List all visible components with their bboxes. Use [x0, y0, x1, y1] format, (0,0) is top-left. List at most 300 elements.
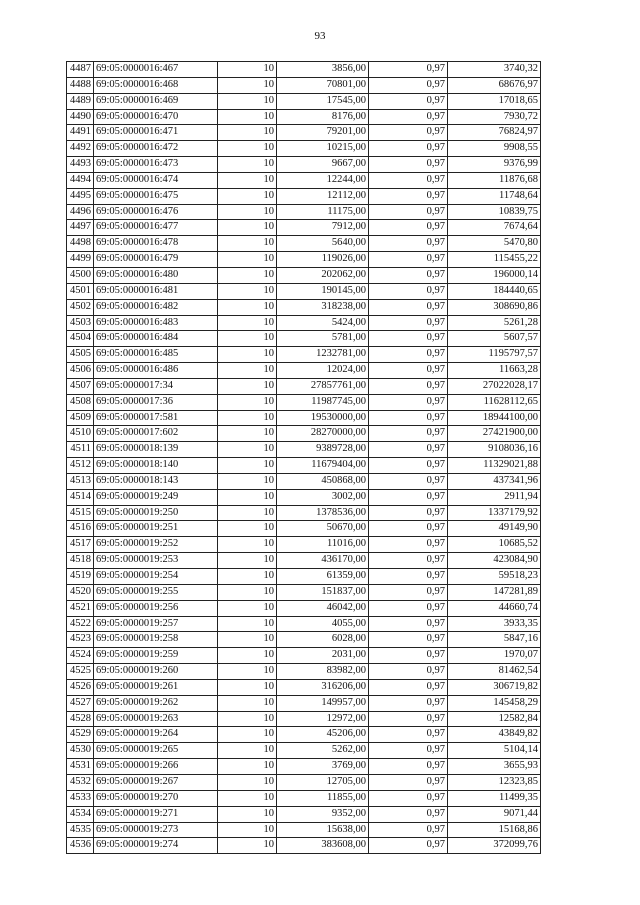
table-row: [67, 125, 541, 141]
area-cell: 151837,00: [277, 584, 369, 600]
area-cell: 10215,00: [277, 141, 369, 157]
category-code-cell: 10: [218, 711, 277, 727]
table-row: [67, 378, 541, 394]
cadastral-number-cell: 69:05:0000016:483: [94, 315, 218, 331]
category-code-cell: 10: [218, 331, 277, 347]
table-row: [67, 838, 541, 854]
cadastral-number-cell: 69:05:0000016:476: [94, 204, 218, 220]
value-cell: 115455,22: [448, 252, 541, 268]
category-code-cell: 10: [218, 806, 277, 822]
area-cell: 12244,00: [277, 172, 369, 188]
table-row: [67, 109, 541, 125]
row-number-cell: 4493: [67, 157, 94, 173]
table-row: [67, 458, 541, 474]
value-cell: 17018,65: [448, 93, 541, 109]
coefficient-cell: 0,97: [369, 125, 448, 141]
value-cell: 43849,82: [448, 727, 541, 743]
table-row: [67, 632, 541, 648]
cadastral-number-cell: 69:05:0000019:265: [94, 743, 218, 759]
table-row: [67, 711, 541, 727]
row-number-cell: 4488: [67, 77, 94, 93]
row-number-cell: 4528: [67, 711, 94, 727]
row-number-cell: 4531: [67, 759, 94, 775]
area-cell: 61359,00: [277, 569, 369, 585]
coefficient-cell: 0,97: [369, 62, 448, 78]
row-number-cell: 4492: [67, 141, 94, 157]
row-number-cell: 4526: [67, 679, 94, 695]
table-row: [67, 648, 541, 664]
area-cell: 17545,00: [277, 93, 369, 109]
cadastral-number-cell: 69:05:0000017:602: [94, 426, 218, 442]
value-cell: 196000,14: [448, 267, 541, 283]
value-cell: 81462,54: [448, 664, 541, 680]
cadastral-number-cell: 69:05:0000016:469: [94, 93, 218, 109]
value-cell: 423084,90: [448, 553, 541, 569]
area-cell: 27857761,00: [277, 378, 369, 394]
value-cell: 18944100,00: [448, 410, 541, 426]
cadastral-number-cell: 69:05:0000019:259: [94, 648, 218, 664]
area-cell: 3856,00: [277, 62, 369, 78]
category-code-cell: 10: [218, 822, 277, 838]
coefficient-cell: 0,97: [369, 664, 448, 680]
cadastral-number-cell: 69:05:0000019:273: [94, 822, 218, 838]
row-number-cell: 4500: [67, 267, 94, 283]
coefficient-cell: 0,97: [369, 838, 448, 854]
coefficient-cell: 0,97: [369, 363, 448, 379]
coefficient-cell: 0,97: [369, 220, 448, 236]
area-cell: 202062,00: [277, 267, 369, 283]
area-cell: 8176,00: [277, 109, 369, 125]
cadastral-number-cell: 69:05:0000019:267: [94, 774, 218, 790]
row-number-cell: 4506: [67, 363, 94, 379]
table-row: [67, 505, 541, 521]
row-number-cell: 4523: [67, 632, 94, 648]
coefficient-cell: 0,97: [369, 109, 448, 125]
area-cell: 190145,00: [277, 283, 369, 299]
coefficient-cell: 0,97: [369, 442, 448, 458]
coefficient-cell: 0,97: [369, 252, 448, 268]
coefficient-cell: 0,97: [369, 458, 448, 474]
value-cell: 308690,86: [448, 299, 541, 315]
cadastral-number-cell: 69:05:0000019:257: [94, 616, 218, 632]
row-number-cell: 4487: [67, 62, 94, 78]
cadastral-number-cell: 69:05:0000019:254: [94, 569, 218, 585]
coefficient-cell: 0,97: [369, 774, 448, 790]
table-row: [67, 616, 541, 632]
row-number-cell: 4498: [67, 236, 94, 252]
coefficient-cell: 0,97: [369, 505, 448, 521]
cadastral-number-cell: 69:05:0000016:486: [94, 363, 218, 379]
category-code-cell: 10: [218, 790, 277, 806]
coefficient-cell: 0,97: [369, 806, 448, 822]
value-cell: 9908,55: [448, 141, 541, 157]
coefficient-cell: 0,97: [369, 331, 448, 347]
area-cell: 28270000,00: [277, 426, 369, 442]
row-number-cell: 4490: [67, 109, 94, 125]
category-code-cell: 10: [218, 267, 277, 283]
cadastral-number-cell: 69:05:0000016:484: [94, 331, 218, 347]
row-number-cell: 4504: [67, 331, 94, 347]
category-code-cell: 10: [218, 759, 277, 775]
row-number-cell: 4522: [67, 616, 94, 632]
value-cell: 2911,94: [448, 489, 541, 505]
category-code-cell: 10: [218, 616, 277, 632]
table-row: [67, 267, 541, 283]
row-number-cell: 4520: [67, 584, 94, 600]
coefficient-cell: 0,97: [369, 236, 448, 252]
table-row: [67, 315, 541, 331]
cadastral-number-cell: 69:05:0000019:274: [94, 838, 218, 854]
row-number-cell: 4525: [67, 664, 94, 680]
area-cell: 12972,00: [277, 711, 369, 727]
coefficient-cell: 0,97: [369, 93, 448, 109]
cadastral-number-cell: 69:05:0000018:143: [94, 473, 218, 489]
coefficient-cell: 0,97: [369, 679, 448, 695]
category-code-cell: 10: [218, 363, 277, 379]
value-cell: 5847,16: [448, 632, 541, 648]
row-number-cell: 4519: [67, 569, 94, 585]
row-number-cell: 4489: [67, 93, 94, 109]
coefficient-cell: 0,97: [369, 711, 448, 727]
coefficient-cell: 0,97: [369, 584, 448, 600]
value-cell: 5104,14: [448, 743, 541, 759]
coefficient-cell: 0,97: [369, 521, 448, 537]
cadastral-number-cell: 69:05:0000019:271: [94, 806, 218, 822]
row-number-cell: 4495: [67, 188, 94, 204]
category-code-cell: 10: [218, 347, 277, 363]
value-cell: 68676,97: [448, 77, 541, 93]
table-row: [67, 822, 541, 838]
table-row: [67, 236, 541, 252]
category-code-cell: 10: [218, 283, 277, 299]
coefficient-cell: 0,97: [369, 77, 448, 93]
category-code-cell: 10: [218, 695, 277, 711]
cadastral-number-cell: 69:05:0000019:258: [94, 632, 218, 648]
value-cell: 10685,52: [448, 537, 541, 553]
category-code-cell: 10: [218, 505, 277, 521]
area-cell: 9352,00: [277, 806, 369, 822]
category-code-cell: 10: [218, 600, 277, 616]
value-cell: 3740,32: [448, 62, 541, 78]
area-cell: 119026,00: [277, 252, 369, 268]
row-number-cell: 4524: [67, 648, 94, 664]
category-code-cell: 10: [218, 664, 277, 680]
coefficient-cell: 0,97: [369, 473, 448, 489]
value-cell: 12582,84: [448, 711, 541, 727]
value-cell: 15168,86: [448, 822, 541, 838]
category-code-cell: 10: [218, 458, 277, 474]
coefficient-cell: 0,97: [369, 616, 448, 632]
area-cell: 5640,00: [277, 236, 369, 252]
row-number-cell: 4499: [67, 252, 94, 268]
category-code-cell: 10: [218, 236, 277, 252]
area-cell: 2031,00: [277, 648, 369, 664]
area-cell: 83982,00: [277, 664, 369, 680]
area-cell: 15638,00: [277, 822, 369, 838]
coefficient-cell: 0,97: [369, 188, 448, 204]
value-cell: 1970,07: [448, 648, 541, 664]
coefficient-cell: 0,97: [369, 410, 448, 426]
row-number-cell: 4508: [67, 394, 94, 410]
area-cell: 383608,00: [277, 838, 369, 854]
table-row: [67, 299, 541, 315]
cadastral-number-cell: 69:05:0000019:266: [94, 759, 218, 775]
table-row: [67, 410, 541, 426]
row-number-cell: 4513: [67, 473, 94, 489]
table-row: [67, 727, 541, 743]
area-cell: 11987745,00: [277, 394, 369, 410]
area-cell: 149957,00: [277, 695, 369, 711]
table-row: [67, 489, 541, 505]
value-cell: 27022028,17: [448, 378, 541, 394]
area-cell: 6028,00: [277, 632, 369, 648]
value-cell: 76824,97: [448, 125, 541, 141]
coefficient-cell: 0,97: [369, 553, 448, 569]
coefficient-cell: 0,97: [369, 283, 448, 299]
table-row: [67, 62, 541, 78]
coefficient-cell: 0,97: [369, 204, 448, 220]
coefficient-cell: 0,97: [369, 378, 448, 394]
cadastral-number-cell: 69:05:0000019:260: [94, 664, 218, 680]
table-row: [67, 679, 541, 695]
value-cell: 44660,74: [448, 600, 541, 616]
value-cell: 3933,35: [448, 616, 541, 632]
category-code-cell: 10: [218, 743, 277, 759]
category-code-cell: 10: [218, 141, 277, 157]
area-cell: 5262,00: [277, 743, 369, 759]
table-row: [67, 394, 541, 410]
category-code-cell: 10: [218, 838, 277, 854]
coefficient-cell: 0,97: [369, 315, 448, 331]
table-row: [67, 363, 541, 379]
table-row: [67, 473, 541, 489]
category-code-cell: 10: [218, 410, 277, 426]
page-number: 93: [314, 30, 326, 42]
row-number-cell: 4507: [67, 378, 94, 394]
cadastral-number-cell: 69:05:0000018:139: [94, 442, 218, 458]
area-cell: 12112,00: [277, 188, 369, 204]
coefficient-cell: 0,97: [369, 172, 448, 188]
coefficient-cell: 0,97: [369, 822, 448, 838]
value-cell: 10839,75: [448, 204, 541, 220]
row-number-cell: 4535: [67, 822, 94, 838]
cadastral-number-cell: 69:05:0000016:480: [94, 267, 218, 283]
coefficient-cell: 0,97: [369, 347, 448, 363]
area-cell: 45206,00: [277, 727, 369, 743]
value-cell: 12323,85: [448, 774, 541, 790]
cadastral-number-cell: 69:05:0000016:471: [94, 125, 218, 141]
area-cell: 7912,00: [277, 220, 369, 236]
cadastral-number-cell: 69:05:0000019:270: [94, 790, 218, 806]
value-cell: 59518,23: [448, 569, 541, 585]
cadastral-number-cell: 69:05:0000019:249: [94, 489, 218, 505]
value-cell: 9376,99: [448, 157, 541, 173]
category-code-cell: 10: [218, 521, 277, 537]
value-cell: 9071,44: [448, 806, 541, 822]
row-number-cell: 4534: [67, 806, 94, 822]
table-row: [67, 695, 541, 711]
category-code-cell: 10: [218, 584, 277, 600]
category-code-cell: 10: [218, 727, 277, 743]
coefficient-cell: 0,97: [369, 648, 448, 664]
cadastral-number-cell: 69:05:0000019:262: [94, 695, 218, 711]
value-cell: 11876,68: [448, 172, 541, 188]
category-code-cell: 10: [218, 125, 277, 141]
cadastral-number-cell: 69:05:0000018:140: [94, 458, 218, 474]
table-row: [67, 188, 541, 204]
cadastral-number-cell: 69:05:0000016:481: [94, 283, 218, 299]
row-number-cell: 4502: [67, 299, 94, 315]
coefficient-cell: 0,97: [369, 299, 448, 315]
area-cell: 11016,00: [277, 537, 369, 553]
cadastral-number-cell: 69:05:0000017:581: [94, 410, 218, 426]
table-row: [67, 204, 541, 220]
area-cell: 9389728,00: [277, 442, 369, 458]
cadastral-number-cell: 69:05:0000016:478: [94, 236, 218, 252]
category-code-cell: 10: [218, 537, 277, 553]
value-cell: 11663,28: [448, 363, 541, 379]
cadastral-number-cell: 69:05:0000016:472: [94, 141, 218, 157]
value-cell: 145458,29: [448, 695, 541, 711]
table-row: [67, 220, 541, 236]
row-number-cell: 4521: [67, 600, 94, 616]
value-cell: 1337179,92: [448, 505, 541, 521]
cadastral-number-cell: 69:05:0000016:470: [94, 109, 218, 125]
value-cell: 11499,35: [448, 790, 541, 806]
table-row: [67, 806, 541, 822]
cadastral-number-cell: 69:05:0000016:479: [94, 252, 218, 268]
table-row: [67, 521, 541, 537]
table-row: [67, 600, 541, 616]
table-row: [67, 537, 541, 553]
value-cell: 9108036,16: [448, 442, 541, 458]
value-cell: 184440,65: [448, 283, 541, 299]
table-row: [67, 553, 541, 569]
row-number-cell: 4491: [67, 125, 94, 141]
table-row: [67, 141, 541, 157]
cadastral-number-cell: 69:05:0000017:36: [94, 394, 218, 410]
area-cell: 79201,00: [277, 125, 369, 141]
coefficient-cell: 0,97: [369, 394, 448, 410]
table-row: [67, 743, 541, 759]
coefficient-cell: 0,97: [369, 141, 448, 157]
value-cell: 5607,57: [448, 331, 541, 347]
row-number-cell: 4515: [67, 505, 94, 521]
category-code-cell: 10: [218, 632, 277, 648]
row-number-cell: 4516: [67, 521, 94, 537]
coefficient-cell: 0,97: [369, 759, 448, 775]
value-cell: 7930,72: [448, 109, 541, 125]
area-cell: 12705,00: [277, 774, 369, 790]
cadastral-number-cell: 69:05:0000016:468: [94, 77, 218, 93]
row-number-cell: 4497: [67, 220, 94, 236]
category-code-cell: 10: [218, 774, 277, 790]
table-row: [67, 774, 541, 790]
row-number-cell: 4517: [67, 537, 94, 553]
row-number-cell: 4518: [67, 553, 94, 569]
row-number-cell: 4514: [67, 489, 94, 505]
category-code-cell: 10: [218, 157, 277, 173]
row-number-cell: 4510: [67, 426, 94, 442]
row-number-cell: 4512: [67, 458, 94, 474]
value-cell: 5470,80: [448, 236, 541, 252]
category-code-cell: 10: [218, 473, 277, 489]
value-cell: 11628112,65: [448, 394, 541, 410]
category-code-cell: 10: [218, 394, 277, 410]
table-row: [67, 172, 541, 188]
category-code-cell: 10: [218, 442, 277, 458]
table-row: [67, 157, 541, 173]
category-code-cell: 10: [218, 679, 277, 695]
row-number-cell: 4536: [67, 838, 94, 854]
table-row: [67, 331, 541, 347]
area-cell: 1232781,00: [277, 347, 369, 363]
category-code-cell: 10: [218, 489, 277, 505]
cadastral-number-cell: 69:05:0000016:482: [94, 299, 218, 315]
row-number-cell: 4511: [67, 442, 94, 458]
area-cell: 11855,00: [277, 790, 369, 806]
table-row: [67, 93, 541, 109]
cadastral-number-cell: 69:05:0000019:251: [94, 521, 218, 537]
area-cell: 5781,00: [277, 331, 369, 347]
coefficient-cell: 0,97: [369, 743, 448, 759]
coefficient-cell: 0,97: [369, 790, 448, 806]
coefficient-cell: 0,97: [369, 632, 448, 648]
category-code-cell: 10: [218, 569, 277, 585]
area-cell: 50670,00: [277, 521, 369, 537]
cadastral-number-cell: 69:05:0000019:253: [94, 553, 218, 569]
category-code-cell: 10: [218, 553, 277, 569]
area-cell: 12024,00: [277, 363, 369, 379]
value-cell: 11748,64: [448, 188, 541, 204]
area-cell: 70801,00: [277, 77, 369, 93]
category-code-cell: 10: [218, 77, 277, 93]
row-number-cell: 4527: [67, 695, 94, 711]
category-code-cell: 10: [218, 648, 277, 664]
cadastral-number-cell: 69:05:0000019:250: [94, 505, 218, 521]
cadastral-number-cell: 69:05:0000016:467: [94, 62, 218, 78]
value-cell: 437341,96: [448, 473, 541, 489]
category-code-cell: 10: [218, 426, 277, 442]
coefficient-cell: 0,97: [369, 695, 448, 711]
category-code-cell: 10: [218, 204, 277, 220]
category-code-cell: 10: [218, 252, 277, 268]
area-cell: 11679404,00: [277, 458, 369, 474]
value-cell: 3655,93: [448, 759, 541, 775]
cadastral-number-cell: 69:05:0000019:255: [94, 584, 218, 600]
area-cell: 5424,00: [277, 315, 369, 331]
coefficient-cell: 0,97: [369, 267, 448, 283]
category-code-cell: 10: [218, 188, 277, 204]
category-code-cell: 10: [218, 62, 277, 78]
table-row: [67, 569, 541, 585]
table-row: [67, 283, 541, 299]
cadastral-number-cell: 69:05:0000016:474: [94, 172, 218, 188]
coefficient-cell: 0,97: [369, 157, 448, 173]
area-cell: 3002,00: [277, 489, 369, 505]
table-row: [67, 442, 541, 458]
row-number-cell: 4503: [67, 315, 94, 331]
cadastral-number-cell: 69:05:0000016:473: [94, 157, 218, 173]
value-cell: 11329021,88: [448, 458, 541, 474]
row-number-cell: 4501: [67, 283, 94, 299]
table-row: [67, 252, 541, 268]
table-row: [67, 77, 541, 93]
area-cell: 3769,00: [277, 759, 369, 775]
value-cell: 147281,89: [448, 584, 541, 600]
row-number-cell: 4530: [67, 743, 94, 759]
row-number-cell: 4509: [67, 410, 94, 426]
